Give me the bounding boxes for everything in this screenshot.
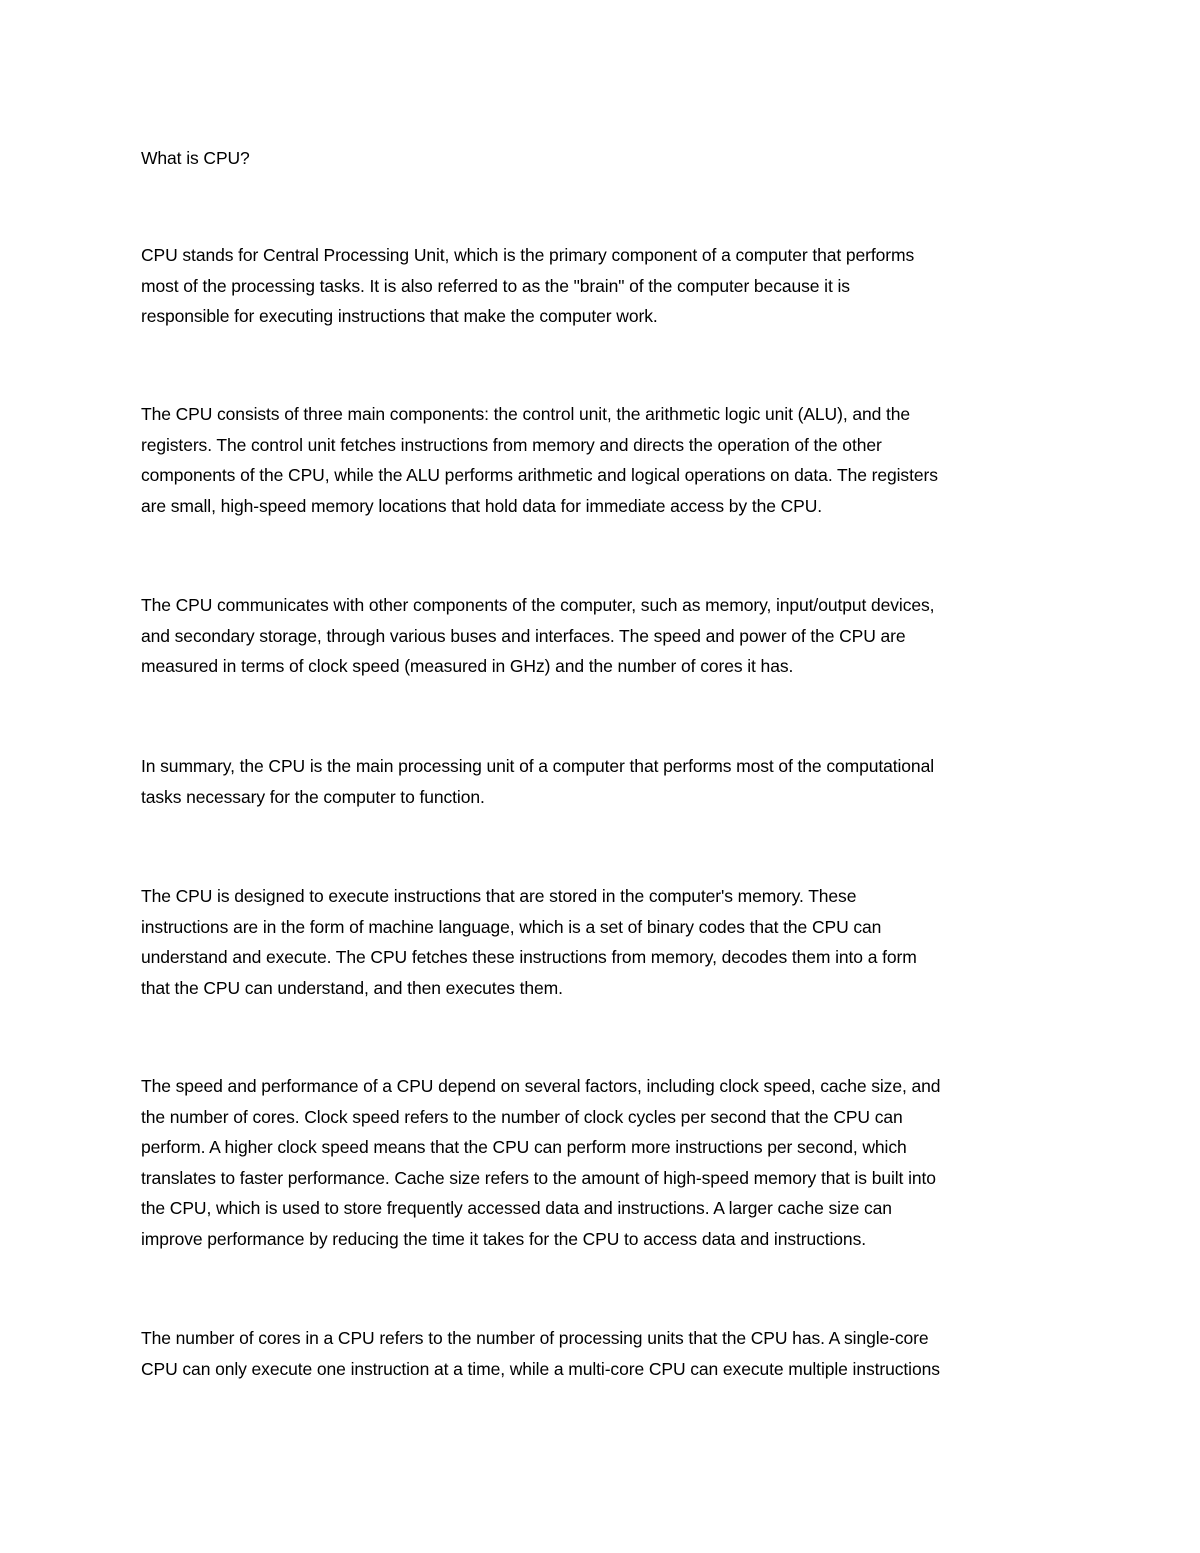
paragraph-line: registers. The control unit fetches instructions from memory and directs the operation of the other bbox=[141, 434, 882, 455]
paragraph-line: most of the processing tasks. It is also referred to as the "brain" of the computer because it is bbox=[141, 275, 850, 296]
paragraph-line: measured in terms of clock speed (measured in GHz) and the number of cores it has. bbox=[141, 656, 794, 677]
paragraph-line: translates to faster performance. Cache size refers to the amount of high-speed memory that is built into bbox=[141, 1167, 936, 1188]
paragraph-line: and secondary storage, through various buses and interfaces. The speed and power of the CPU are bbox=[141, 625, 906, 646]
paragraph-line: components of the CPU, while the ALU performs arithmetic and logical operations on data. The registers bbox=[141, 465, 938, 486]
paragraph-5 bbox=[141, 881, 1061, 1003]
paragraph-7 bbox=[141, 1323, 1061, 1384]
paragraph-line: The number of cores in a CPU refers to the number of processing units that the CPU has. A single-core bbox=[141, 1328, 929, 1348]
paragraph-line: The CPU is designed to execute instructions that are stored in the computer's memory. These bbox=[141, 886, 857, 906]
paragraph-1 bbox=[141, 240, 1061, 332]
paragraph-line: The CPU consists of three main components: the control unit, the arithmetic logic unit (ALU), and the bbox=[141, 404, 911, 424]
paragraph-line: tasks necessary for the computer to function. bbox=[141, 786, 485, 807]
title-line: What is CPU? bbox=[141, 148, 250, 168]
document-title bbox=[141, 143, 1061, 174]
paragraph-line: The CPU communicates with other components of the computer, such as memory, input/output devices, bbox=[141, 595, 935, 615]
paragraph-line: perform. A higher clock speed means that the CPU can perform more instructions per second, which bbox=[141, 1137, 907, 1158]
paragraph-6 bbox=[141, 1071, 1061, 1255]
paragraph-line: the number of cores. Clock speed refers to the number of clock cycles per second that the CPU can bbox=[141, 1106, 903, 1127]
paragraph-3 bbox=[141, 590, 1061, 682]
paragraph-line: understand and execute. The CPU fetches these instructions from memory, decodes them into a form bbox=[141, 947, 917, 968]
paragraph-line: responsible for executing instructions that make the computer work. bbox=[141, 306, 658, 327]
paragraph-line: CPU can only execute one instruction at a time, while a multi-core CPU can execute multiple instructions bbox=[141, 1358, 940, 1379]
paragraph-line: instructions are in the form of machine language, which is a set of binary codes that the CPU can bbox=[141, 916, 882, 937]
paragraph-line: that the CPU can understand, and then executes them. bbox=[141, 977, 563, 998]
paragraph-4 bbox=[141, 751, 1061, 812]
paragraph-line: the CPU, which is used to store frequently accessed data and instructions. A larger cache size can bbox=[141, 1198, 892, 1219]
paragraph-line: CPU stands for Central Processing Unit, which is the primary component of a computer that performs bbox=[141, 245, 915, 265]
paragraph-line: are small, high-speed memory locations that hold data for immediate access by the CPU. bbox=[141, 495, 823, 516]
paragraph-line: improve performance by reducing the time it takes for the CPU to access data and instructions. bbox=[141, 1228, 866, 1249]
paragraph-2 bbox=[141, 399, 1061, 521]
paragraph-line: In summary, the CPU is the main processing unit of a computer that performs most of the computational bbox=[141, 756, 934, 776]
paragraph-line: The speed and performance of a CPU depend on several factors, including clock speed, cache size, and bbox=[141, 1076, 941, 1096]
